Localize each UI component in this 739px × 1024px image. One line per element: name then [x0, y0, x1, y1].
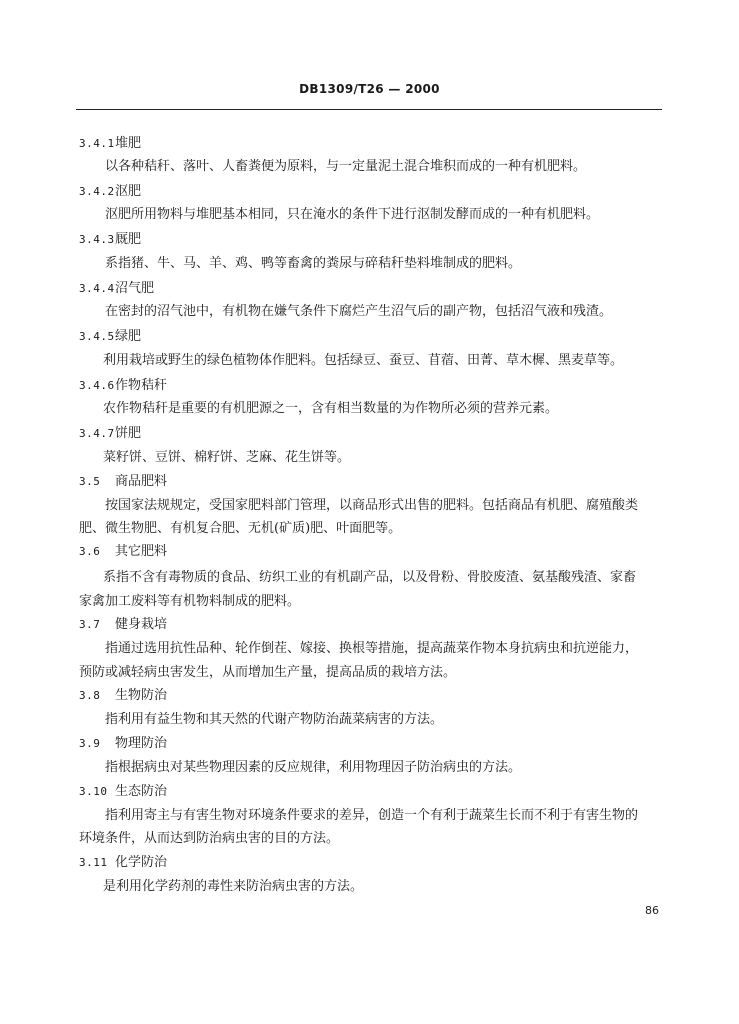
section-number: 3.9	[79, 737, 101, 750]
section-text-line: 以各种秸秆、落叶、人畜粪便为原料，与一定量泥土混合堆积而成的一种有机肥料。	[105, 159, 587, 174]
section-number: 3.5	[79, 475, 101, 488]
section-text-line: 指通过选用抗性品种、轮作倒茬、嫁接、换根等措施，提高蔬菜作物本身抗病虫和抗逆能力，	[105, 641, 639, 656]
section-title: 商品肥料	[115, 474, 168, 489]
section-number: 3.4.5	[79, 330, 115, 343]
section-title: 作物秸秆	[115, 378, 168, 393]
section-title: 沼气肥	[115, 281, 155, 296]
section-heading	[79, 474, 167, 490]
section-title: 沤肥	[115, 184, 142, 199]
section-title: 厩肥	[115, 232, 142, 247]
section-title: 化学防治	[115, 855, 168, 870]
header-rule	[76, 109, 662, 110]
section-title: 健身栽培	[115, 617, 168, 632]
section-text-line: 沤肥所用物料与堆肥基本相同，只在淹水的条件下进行沤制发酵而成的一种有机肥料。	[105, 207, 600, 222]
section-title: 其它肥料	[115, 544, 168, 559]
section-text-line: 系指猪、牛、马、羊、鸡、鸭等畜禽的粪尿与碎秸秆垫料堆制成的肥料。	[105, 256, 522, 271]
section-text-line: 指利用有益生物和其天然的代谢产物防治蔬菜病害的方法。	[105, 712, 444, 727]
document-header: DB1309/T26 — 2000	[299, 82, 440, 96]
section-heading	[79, 136, 141, 152]
section-heading	[79, 184, 141, 200]
section-title: 物理防治	[115, 736, 168, 751]
section-number: 3.4.2	[79, 185, 115, 198]
section-number: 3.4.1	[79, 137, 115, 150]
section-title: 生态防治	[115, 784, 168, 799]
section-heading	[79, 426, 141, 442]
section-text-line: 菜籽饼、豆饼、棉籽饼、芝麻、花生饼等。	[103, 450, 351, 465]
section-text-line: 按国家法规规定，受国家肥料部门管理，以商品形式出售的肥料。包括商品有机肥、腐殖酸类	[105, 498, 639, 513]
section-text-line: 指根据病虫对某些物理因素的反应规律，利用物理因子防治病虫的方法。	[105, 760, 522, 775]
section-heading	[79, 855, 167, 871]
section-heading	[79, 544, 167, 560]
section-number: 3.4.7	[79, 427, 115, 440]
section-text-line: 系指不含有毒物质的食品、纺织工业的有机副产品，以及骨粉、骨胶废渣、氨基酸残渣、家畜	[103, 570, 637, 585]
section-number: 3.6	[79, 545, 101, 558]
section-heading	[79, 378, 167, 394]
section-text-line: 预防或减轻病虫害发生，从而增加生产量，提高品质的栽培方法。	[79, 665, 457, 680]
section-title: 生物防治	[115, 688, 168, 703]
section-heading	[79, 736, 167, 752]
section-text-line: 指利用寄主与有害生物对环境条件要求的差异，创造一个有利于蔬菜生长而不利于有害生物的	[105, 808, 639, 823]
section-title: 堆肥	[115, 136, 142, 151]
section-number: 3.7	[79, 618, 101, 631]
page-number: 86	[645, 904, 659, 917]
section-heading	[79, 232, 141, 248]
section-text-line: 环境条件，从而达到防治病虫害的目的方法。	[79, 831, 340, 846]
section-heading	[79, 617, 167, 633]
section-title: 饼肥	[115, 426, 142, 441]
section-heading	[79, 688, 167, 704]
section-heading	[79, 784, 167, 800]
section-heading	[79, 329, 141, 345]
section-number: 3.4.4	[79, 282, 115, 295]
section-number: 3.8	[79, 689, 101, 702]
section-title: 绿肥	[115, 329, 142, 344]
section-text-line: 肥、微生物肥、有机复合肥、无机(矿质)肥、叶面肥等。	[79, 521, 402, 536]
section-text-line: 利用栽培或野生的绿色植物体作肥料。包括绿豆、蚕豆、苜蓿、田菁、草木樨、黑麦草等。	[103, 353, 624, 368]
section-text-line: 是利用化学药剂的毒性来防治病虫害的方法。	[103, 879, 364, 894]
section-number: 3.4.6	[79, 379, 115, 392]
section-number: 3.4.3	[79, 233, 115, 246]
section-text-line: 家禽加工废料等有机物料制成的肥料。	[79, 594, 301, 609]
section-number: 3.10	[79, 785, 108, 798]
section-heading	[79, 281, 154, 297]
section-text-line: 农作物秸秆是重要的有机肥源之一，含有相当数量的为作物所必须的营养元素。	[103, 401, 559, 416]
section-text-line: 在密封的沼气池中，有机物在嫌气条件下腐烂产生沼气后的副产物，包括沼气液和残渣。	[105, 304, 613, 319]
section-number: 3.11	[79, 856, 108, 869]
